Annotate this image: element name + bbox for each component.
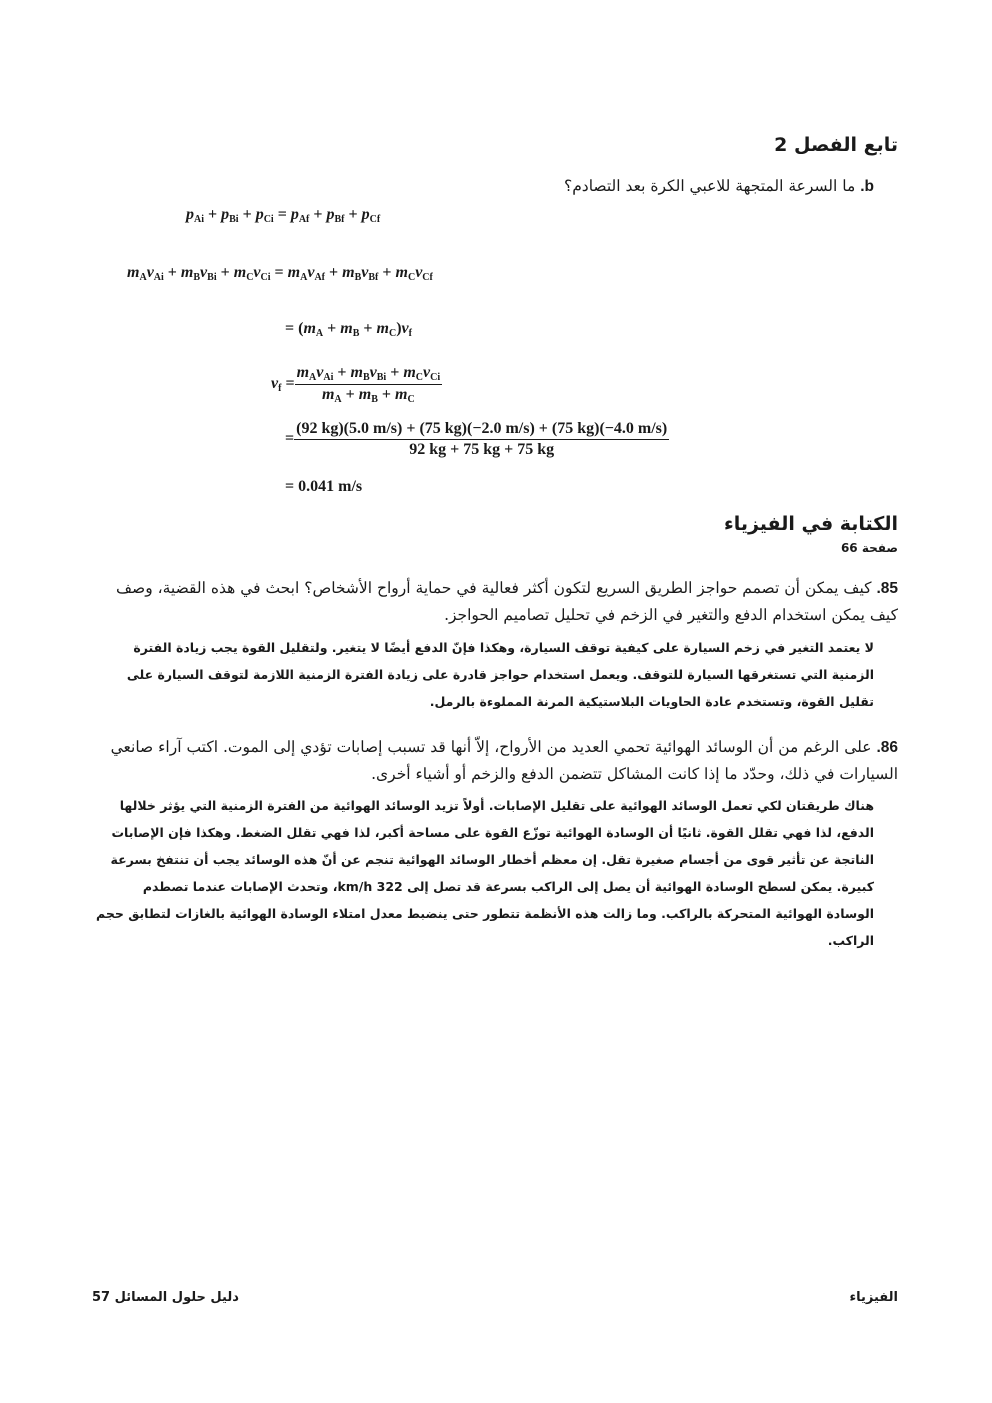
part-b-text: ما السرعة المتجهة للاعبي الكرة بعد التصادم؟ bbox=[563, 177, 856, 195]
chapter-continue-heading: تابع الفصل 2 bbox=[774, 134, 898, 156]
equation-mass-velocity: $m_Av_{Ai} + m_Bv_{Bi} + m_Cv_{Ci} = m_Av_{Af} + m_Bv_{Bf} + m_Cv_{Cf}$ bbox=[127, 264, 433, 283]
question-85 bbox=[92, 575, 898, 629]
footer-guide: دليل حلول المسائل 57 bbox=[92, 1290, 239, 1305]
question-86 bbox=[92, 734, 898, 788]
equation-numeric: = $\frac{(92 kg)(5.0 m/s) + (75 kg)(-2.0 m/s) + (75 kg)(-4.0 m/s)}{92 kg + 75 kg + 75 kg}$ bbox=[285, 420, 668, 458]
section-title: الكتابة في الفيزياء bbox=[723, 513, 898, 535]
numeric-numerator: (92 kg)(5.0 m/s) + (75 kg)(−2.0 m/s) + (75 kg)(−4.0 m/s) bbox=[294, 420, 669, 440]
part-b-question bbox=[174, 173, 874, 200]
question-85-text: كيف يمكن أن تصمم حواجز الطريق السريع لتكون أكثر فعالية في حماية أرواح الأشخاص؟ ابحث في هذه القضية، وصف كيف يمكن استخدام الدفع والتغير في الزخم في تحليل تصاميم الحواجز. bbox=[116, 579, 898, 624]
equation-final-value: = 0.041 m/s bbox=[285, 478, 363, 495]
footer-subject: الفيزياء bbox=[849, 1290, 898, 1305]
equation-vf-fraction: $v_f$ = $\frac{m_Av_{Ai} + m_Bv_{Bi} + m_Cv_{Ci}}{m_A + m_B + m_C}$ bbox=[271, 364, 441, 405]
question-86-number: 86. bbox=[876, 739, 898, 756]
part-b-letter: b. bbox=[860, 178, 874, 195]
vf-fraction: $\frac{m_Av_{Ai} + m_Bv_{Bi} + m_Cv_{Ci}}{m_A + m_B + m_C}$ bbox=[296, 364, 441, 405]
question-85-number: 85. bbox=[876, 580, 898, 597]
numeric-denominator: 92 kg + 75 kg + 75 kg bbox=[409, 441, 555, 458]
equation-momentum-sum: $p_{Ai} + p_{Bi} + p_{Ci} = p_{Af} + p_{Bf} + p_{Cf}$ bbox=[186, 206, 381, 225]
answer-86: هناك طريقتان لكي تعمل الوسائد الهوائية على تقليل الإصابات. أولاً تزيد الوسائد الهوائية من الفترة الزمنية التي يؤثر خلالها الدفع، لذا فهي تقلل القوة. ثانيًا أن الوسادة الهوائية توزّع القوة على مساحة أكبر، لذا فهي تقلل الضغط. وهكذا فإن الإصابات الناتجة عن تأثير قوى من أجسام صغيرة تقل. إن معظم أخطار الوسائد الهوائية تنجم عن أنّ هذه الوسائد يجب أن تنتفخ بسرعة كبيرة. يمكن لسطح الوسادة الهوائية أن يصل إلى الراكب بسرعة قد تصل إلى 322 km/h، وتحدث الإصابات عندما تصطدم الوسادة الهوائية المتحركة بالراكب. وما زالت هذه الأنظمة تتطور حتى ينضبط معدل امتلاء الوسادة الهوائية بالغازات لتطابق حجم الراكب. bbox=[96, 798, 874, 948]
answer-85: لا يعتمد التغير في زخم السيارة على كيفية توقف السيارة، وهكذا فإنّ الدفع أيضًا لا يتغير. ولتقليل القوة يجب زيادة الفترة الزمنية التي تستغرقها السيارة للتوقف. ويعمل استخدام حواجز قادرة على زيادة الفترة الزمنية اللازمة لتوقف السيارة على تقليل القوة، وتستخدم عادة الحاويات البلاستيكية المرنة المملوءة بالرمل. bbox=[126, 640, 874, 709]
equation-combined-mass: = $(m_A + m_B + m_C)v_f$ bbox=[285, 320, 412, 339]
numeric-fraction bbox=[294, 420, 669, 459]
section-page-ref: صفحة 66 bbox=[840, 541, 898, 555]
question-86-text: على الرغم من أن الوسائد الهوائية تحمي العديد من الأرواح، إلاّ أنها قد تسبب إصابات تؤدي إلى الموت. اكتب آراء صانعي السيارات في ذلك، وحدّد ما إذا كانت المشاكل تتضمن الدفع والزخم أو أشياء أخرى. bbox=[110, 738, 898, 783]
